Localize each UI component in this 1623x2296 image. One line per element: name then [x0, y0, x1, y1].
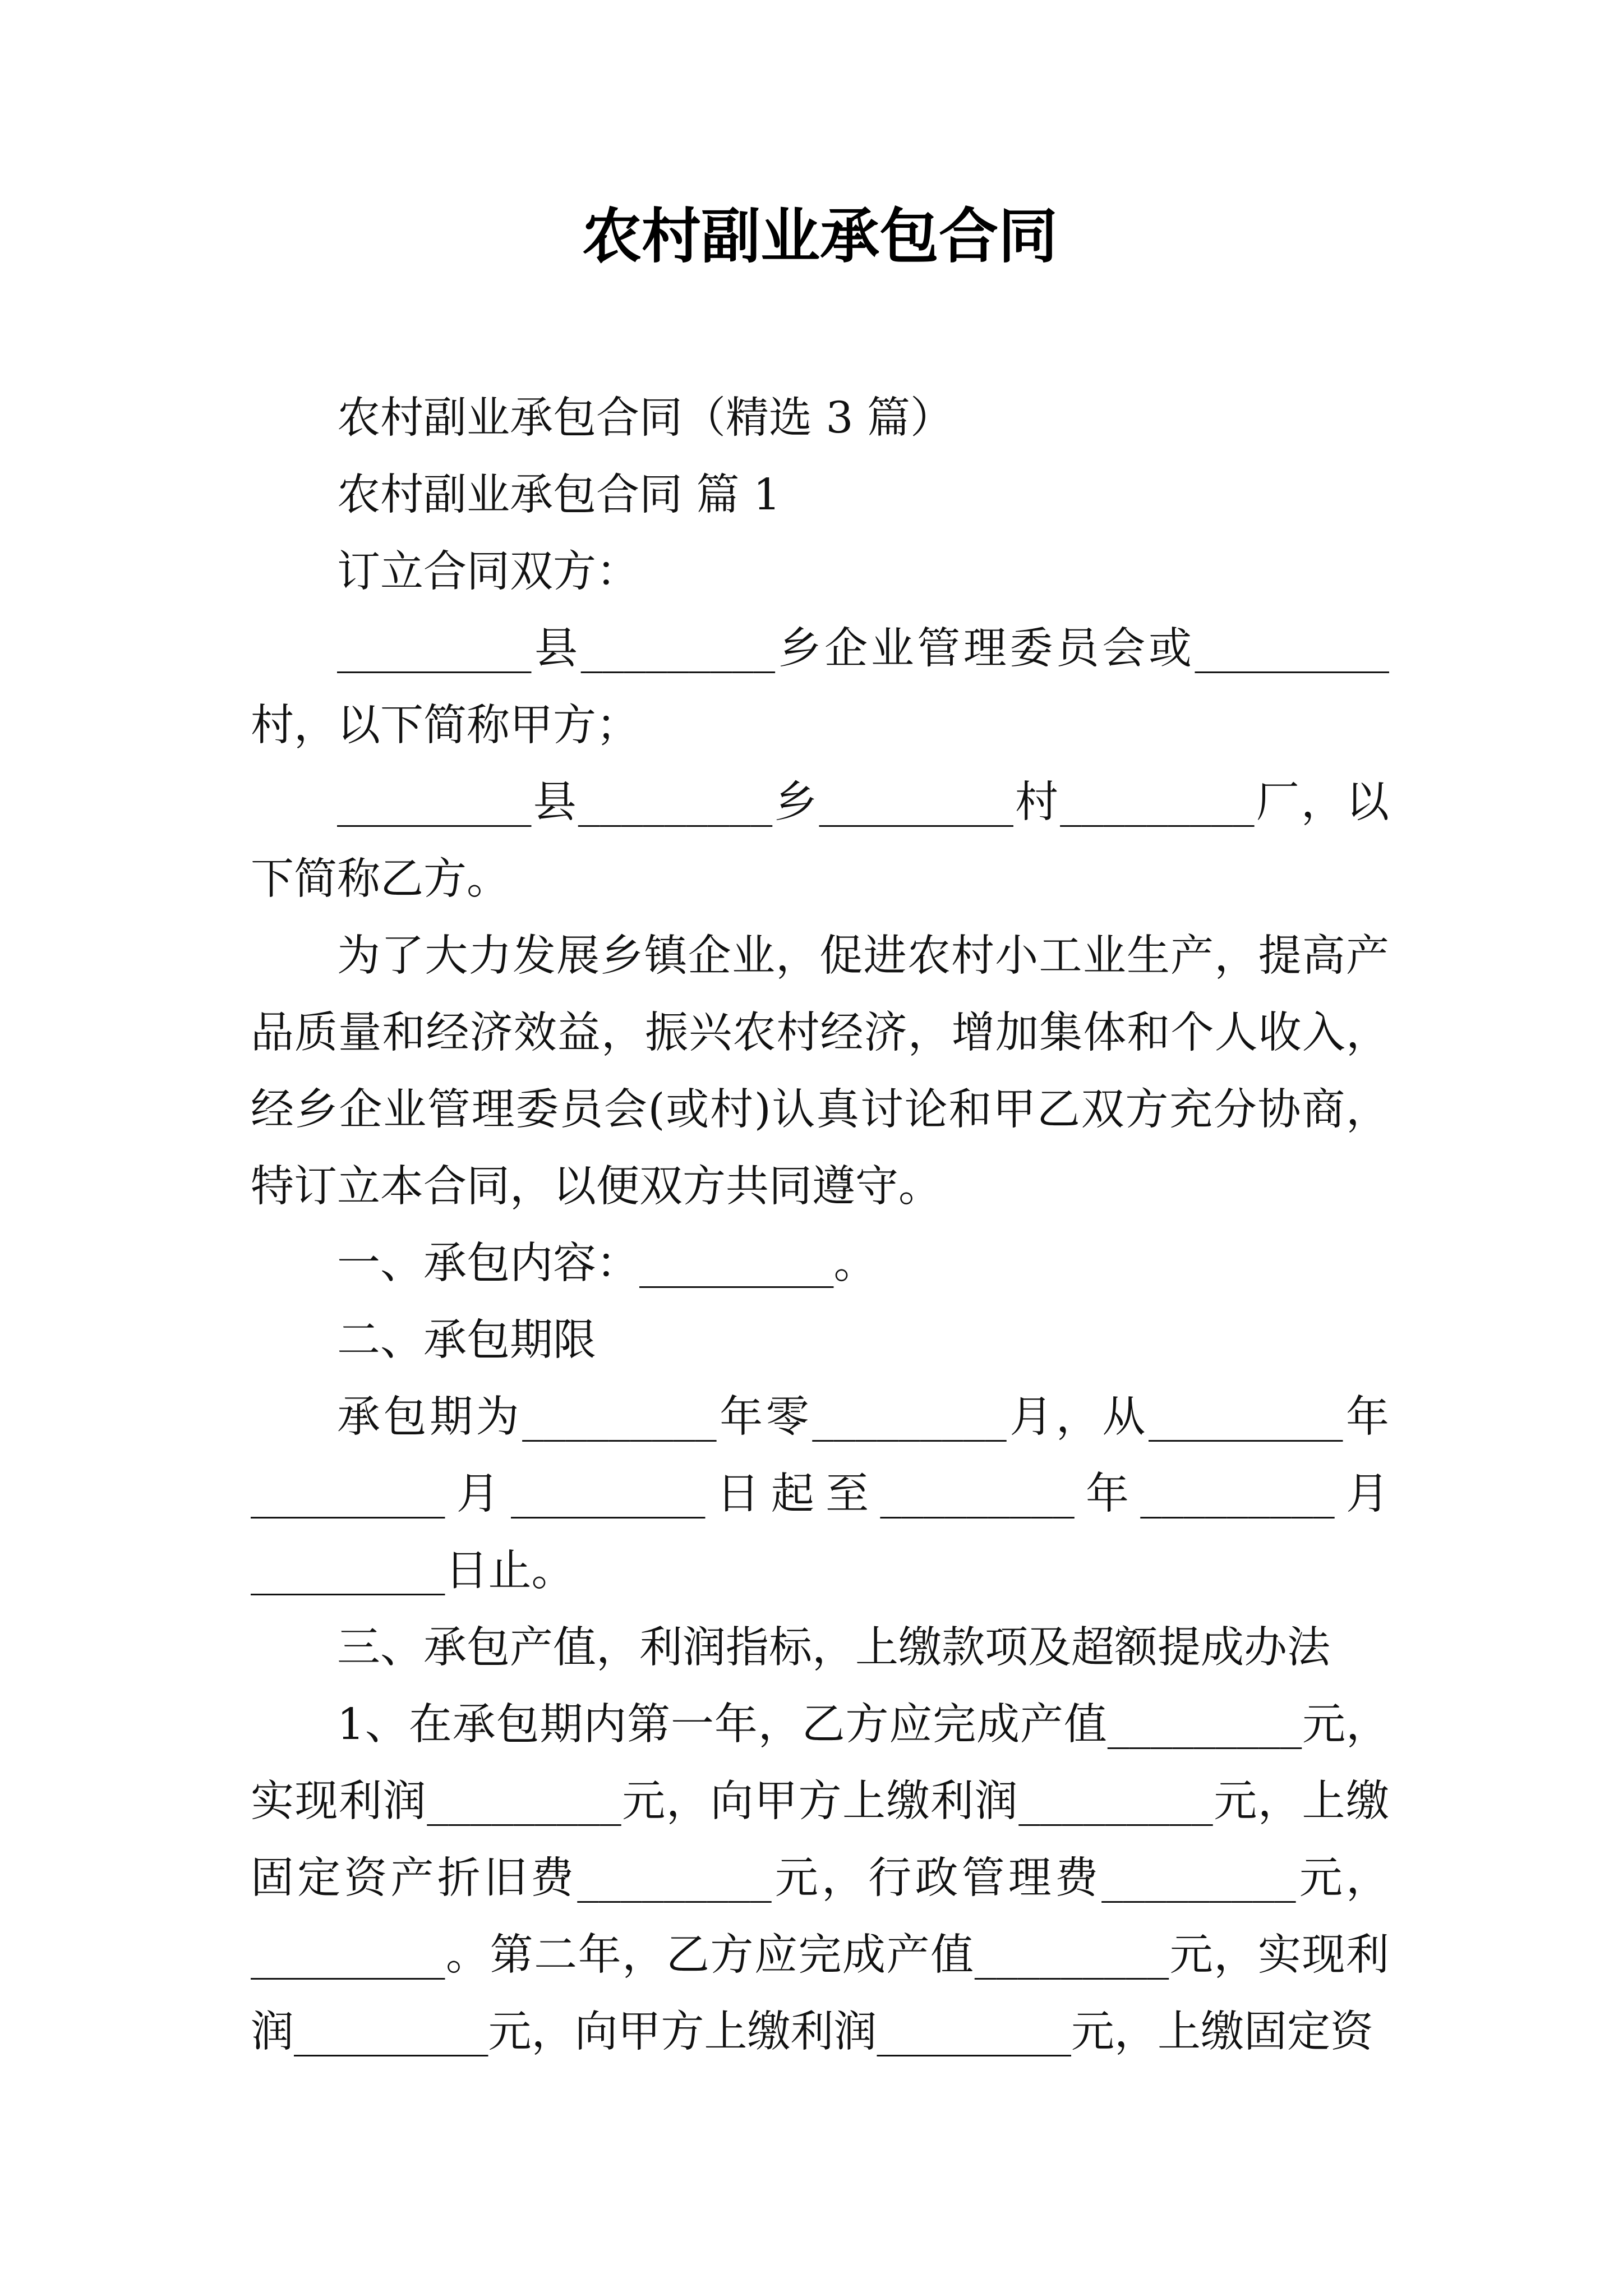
- document-line: 特订立本合同，以便双方共同遵守。: [251, 1162, 942, 1212]
- paragraph-section-1: [251, 1225, 1389, 1302]
- paragraph-purpose: [251, 918, 1389, 1225]
- document-line: 农村副业承包合同 篇 1: [337, 470, 781, 520]
- document-line: 实现利润_________元，向甲方上缴利润_________元，上缴: [251, 1777, 1389, 1826]
- document-line: 承包期为_________年零_________月，从_________年: [337, 1392, 1389, 1442]
- document-line: 二、承包期限: [337, 1315, 596, 1365]
- document-line: _________县_________乡_________村_________厂，以: [337, 777, 1389, 827]
- paragraph-section-3-item-1: [251, 1686, 1389, 2070]
- document-line: 润_________元，向甲方上缴利润_________元，上缴固定资: [251, 2007, 1373, 2057]
- document-line: _________。第二年，乙方应完成产值_________元，实现利: [251, 1930, 1389, 1980]
- document-line: 品质量和经济效益，振兴农村经济，增加集体和个人收入，: [251, 1008, 1389, 1058]
- document-line: 村，以下简称甲方；: [251, 701, 639, 751]
- paragraph-parties-heading: [251, 533, 1389, 610]
- document-line: 1、在承包期内第一年，乙方应完成产值_________元，: [337, 1700, 1389, 1750]
- document-line: 农村副业承包合同（精选 3 篇）: [337, 393, 953, 443]
- document-line: 一、承包内容：_________。: [337, 1239, 877, 1289]
- document-line: 经乡企业管理委员会(或村)认真讨论和甲乙双方充分协商，: [251, 1085, 1389, 1135]
- paragraph-party-a: [251, 610, 1389, 764]
- document-line: 为了大力发展乡镇企业，促进农村小工业生产，提高产: [337, 931, 1389, 981]
- document-title: 农村副业承包合同: [582, 201, 1058, 271]
- document-line: _________县_________乡企业管理委员会或_________: [337, 624, 1389, 674]
- paragraph-part-heading: [251, 457, 1389, 533]
- paragraph-section-3-heading: [251, 1609, 1389, 1686]
- document-line: 下简称乙方。: [251, 854, 510, 904]
- paragraph-party-b: [251, 764, 1389, 918]
- document-body: [251, 380, 1389, 2070]
- paragraph-section-2-heading: [251, 1302, 1389, 1379]
- document-line: _________月_________日起至_________年_________月: [251, 1469, 1389, 1519]
- document-line: 订立合同双方：: [337, 547, 639, 597]
- document-line: _________日止。: [251, 1546, 575, 1596]
- paragraph-collection-heading: [251, 380, 1389, 457]
- document-line: 三、承包产值，利润指标，上缴款项及超额提成办法: [337, 1623, 1330, 1673]
- paragraph-contract-term: [251, 1379, 1389, 1609]
- document-line: 固定资产折旧费_________元，行政管理费_________元，: [251, 1853, 1389, 1903]
